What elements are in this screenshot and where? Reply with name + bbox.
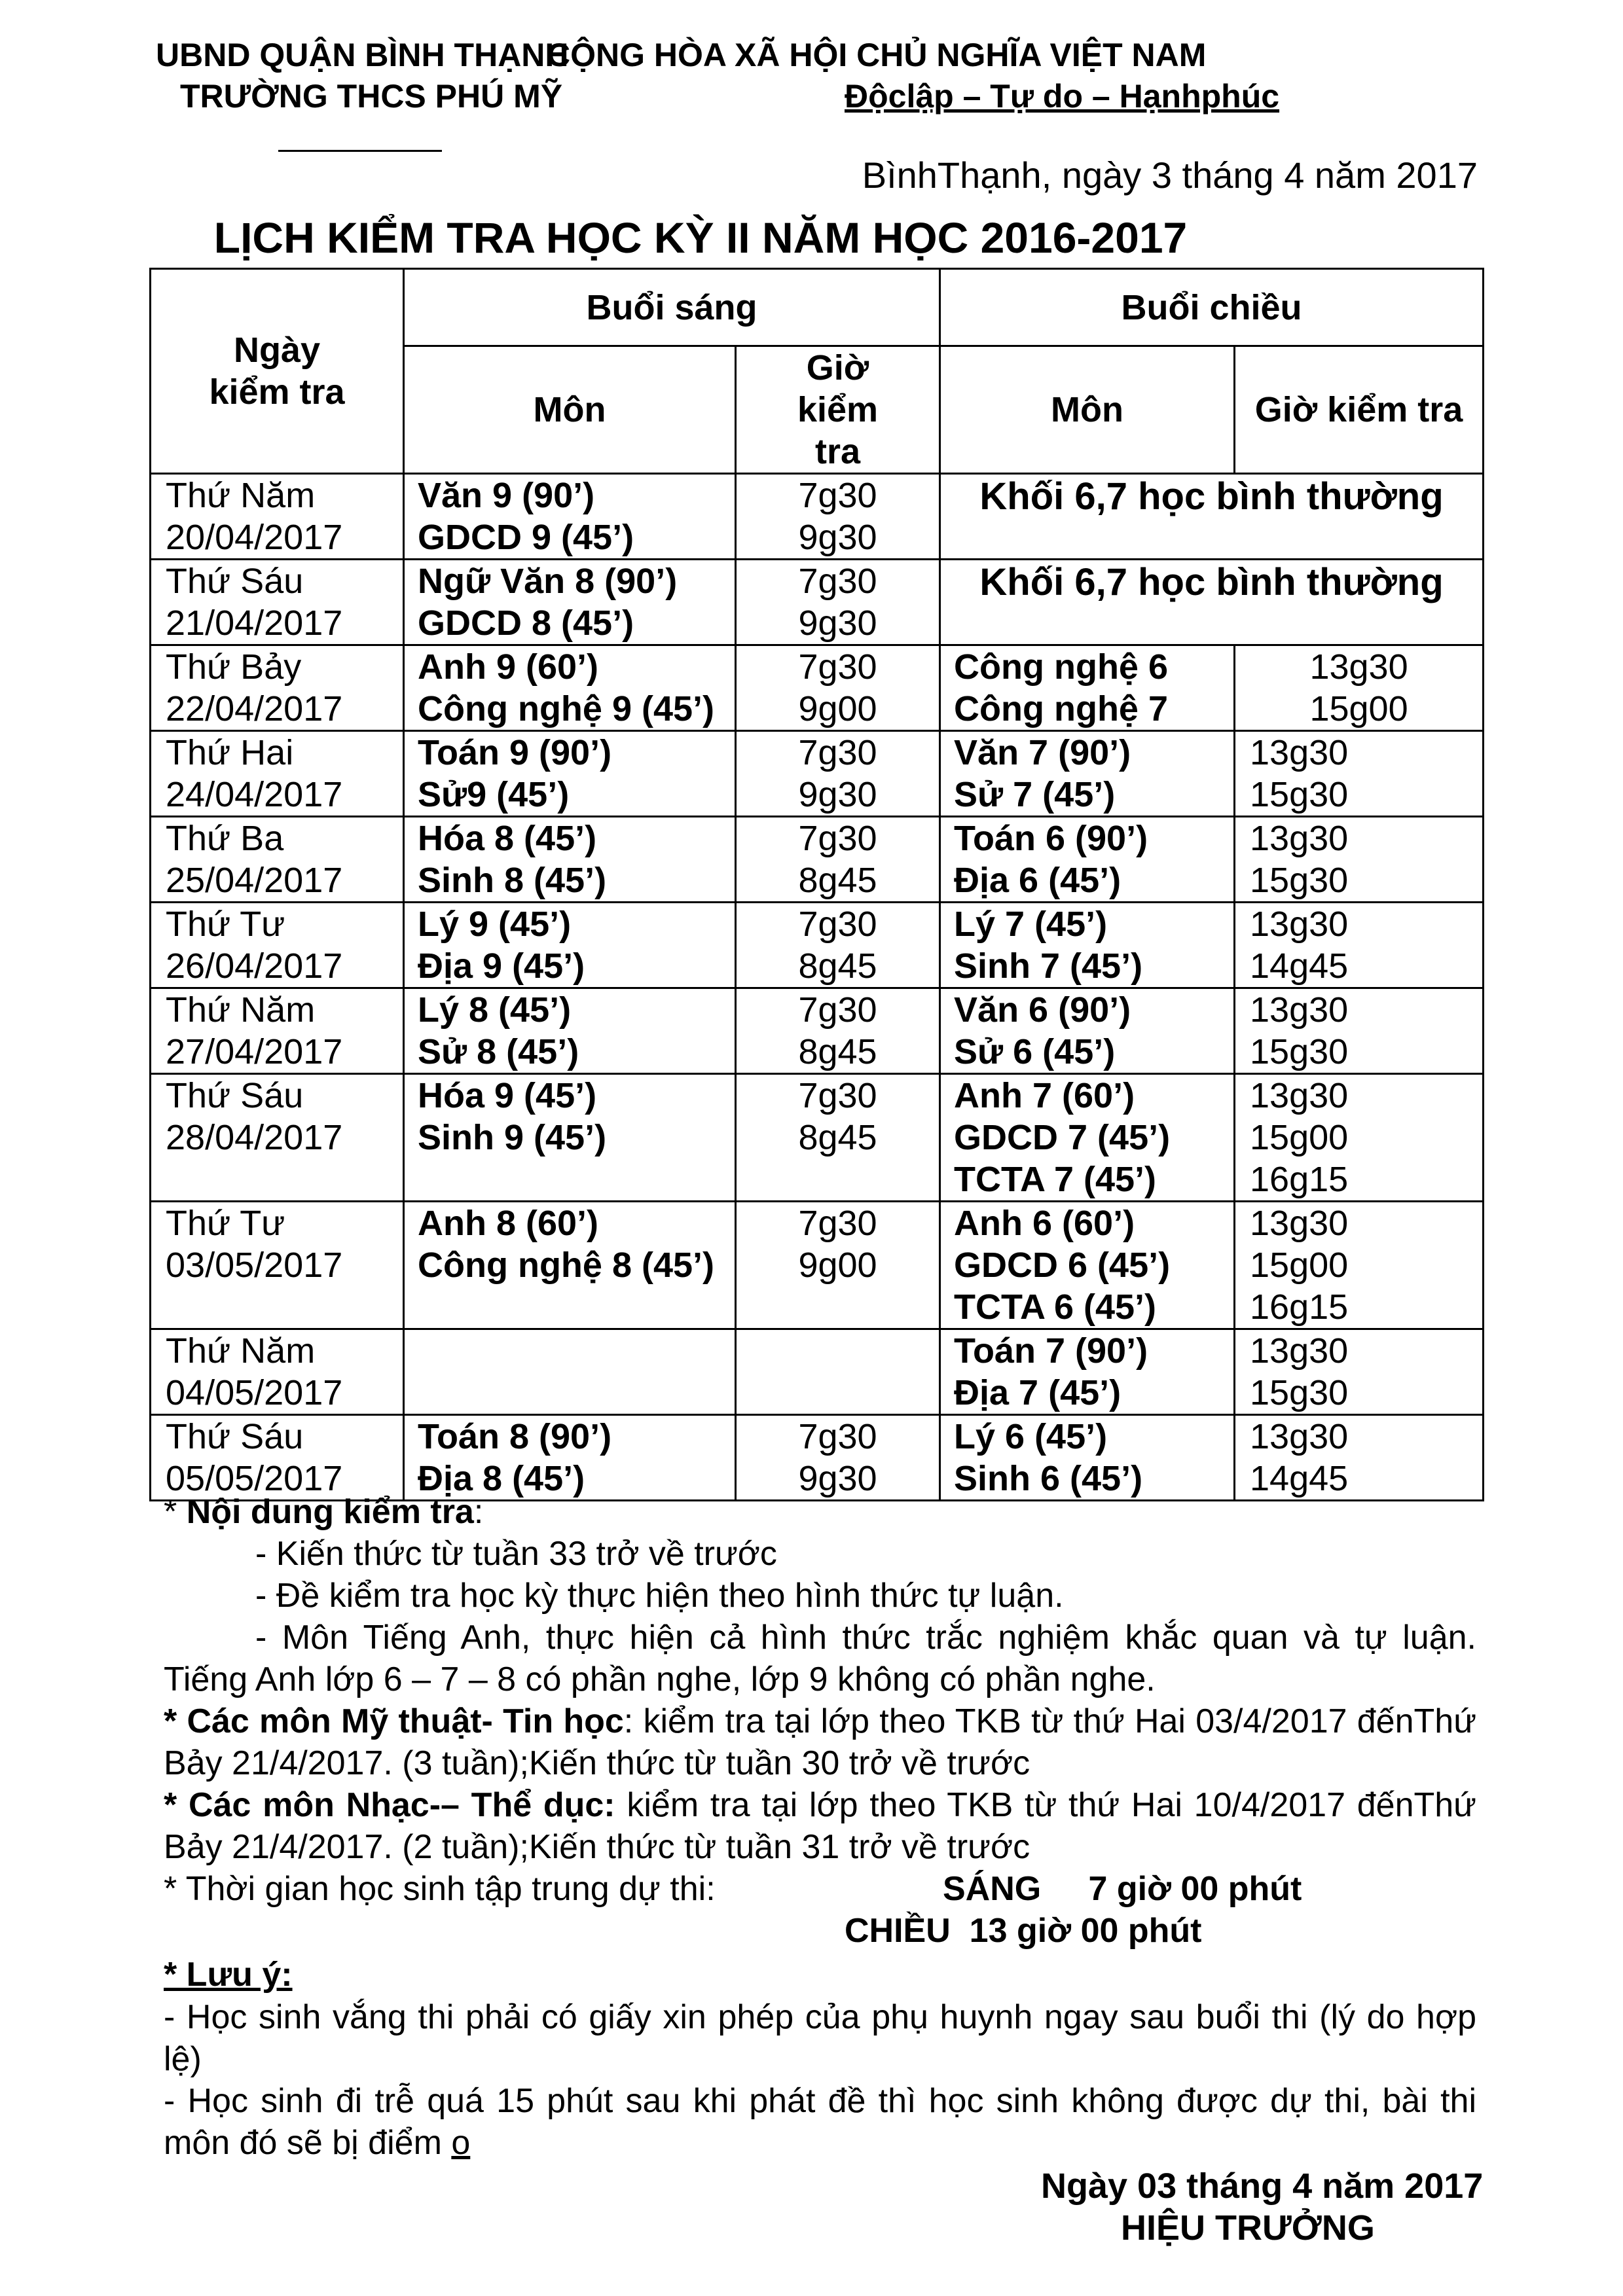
schedule-row [151,1329,1484,1415]
exam-day [151,645,404,731]
morning-time [736,988,940,1074]
afternoon-time [1235,645,1484,731]
exam-day [151,1202,404,1329]
morning-subject-line: Địa 9 (45’) [418,946,585,986]
morning-subject-line: Sử9 (45’) [418,775,570,814]
afternoon-time-line: 15g30 [1250,1373,1349,1412]
afternoon-subject-line: Sinh 6 (45’) [954,1459,1143,1498]
afternoon-subject [940,988,1235,1074]
morning-subject [404,1074,736,1202]
afternoon-time [1235,1202,1484,1329]
morning-subject [404,731,736,817]
afternoon-time-line: 16g15 [1250,1160,1349,1199]
header-afternoon-subject: Môn [940,346,1235,474]
schedule-row [151,731,1484,817]
content-item-3: - Môn Tiếng Anh, thực hiện cả hình thức trắc nghiệm khắc quan và tự luận. Tiếng Anh lớp 6 – 7 – 8 có phần nghe, lớp 9 không có phần nghe. [164,1619,1476,1698]
header-morning: Buổi sáng [404,269,940,346]
afternoon-note: Khối 6,7 học bình thường [940,474,1484,560]
schedule-row [151,560,1484,645]
morning-subject-line: Toán 9 (90’) [418,733,612,772]
morning-time-line: 9g30 [798,518,877,557]
music-pe-note: * Các môn Nhạc-– Thể dục: kiểm tra tại lớp theo TKB từ thứ Hai 10/4/2017 đếnThứ Bảy 21/4/2017. (2 tuần);Kiến thức từ tuần 31 trở về trước [164,1786,1476,1866]
morning-time [736,1415,940,1501]
exam-day [151,474,404,560]
header-day: Ngày kiểm tra [151,269,404,474]
morning-subject-line: Ngữ Văn 8 (90’) [418,562,678,601]
morning-time-line: 7g30 [798,819,877,858]
afternoon-subject-line: Anh 7 (60’) [954,1076,1135,1115]
afternoon-time-line: 15g30 [1250,1032,1349,1071]
exam-day-line: Thứ Sáu [166,1417,304,1456]
morning-time-line: 7g30 [798,1204,877,1243]
morning-subject-line: Hóa 8 (45’) [418,819,597,858]
warning-item-1: - Học sinh vắng thi phải có giấy xin phép của phụ huynh ngay sau buổi thi (lý do hợp lệ) [164,1998,1476,2078]
exam-day-line: Thứ Ba [166,819,284,858]
exam-day-line: Thứ Sáu [166,1076,304,1115]
exam-day-line: 05/05/2017 [166,1459,343,1498]
afternoon-subject [940,1329,1235,1415]
morning-subject-line: GDCD 9 (45’) [418,518,634,557]
afternoon-subject-line: GDCD 6 (45’) [954,1246,1171,1285]
warning-heading: * Lưu ý: [164,1956,293,1994]
afternoon-subject-line: Anh 6 (60’) [954,1204,1135,1243]
afternoon-time-line: 13g30 [1250,1204,1349,1243]
afternoon-subject-line: Sử 6 (45’) [954,1032,1116,1071]
afternoon-time [1235,1415,1484,1501]
morning-time-line: 8g45 [798,946,877,986]
afternoon-gather-time: CHIỀU 13 giờ 00 phút [845,1912,1202,1950]
afternoon-time-line: 16g15 [1250,1287,1349,1327]
afternoon-subject [940,903,1235,988]
morning-subject-line: Địa 8 (45’) [418,1459,585,1498]
morning-time-line: 7g30 [798,1417,877,1456]
morning-time [736,817,940,903]
morning-time-line: 7g30 [798,476,877,515]
morning-time [736,1074,940,1202]
exam-day-line: Thứ Bảy [166,647,302,687]
afternoon-subject-line: Lý 6 (45’) [954,1417,1108,1456]
afternoon-time [1235,731,1484,817]
morning-subject [404,1415,736,1501]
afternoon-subject-line: Công nghệ 6 [954,647,1168,687]
morning-time [736,903,940,988]
morning-subject [404,560,736,645]
afternoon-subject [940,1074,1235,1202]
exam-day-line: 26/04/2017 [166,946,343,986]
afternoon-subject-line: Công nghệ 7 [954,689,1168,728]
morning-time [736,645,940,731]
exam-day-line: Thứ Hai [166,733,294,772]
exam-schedule-table [149,268,1484,1501]
morning-time-line: 9g00 [798,1246,877,1285]
document-title: LỊCH KIỂM TRA HỌC KỲ II NĂM HỌC 2016-2017 [213,213,1188,262]
afternoon-subject-line: Địa 7 (45’) [954,1373,1122,1412]
exam-day [151,1074,404,1202]
exam-day [151,988,404,1074]
afternoon-subject-line: TCTA 7 (45’) [954,1160,1157,1199]
afternoon-time [1235,988,1484,1074]
schedule-row [151,988,1484,1074]
exam-day [151,560,404,645]
exam-day [151,817,404,903]
schedule-row [151,903,1484,988]
schedule-row [151,645,1484,731]
afternoon-time-line: 13g30 [1309,647,1408,687]
afternoon-subject [940,731,1235,817]
schedule-row [151,1074,1484,1202]
afternoon-time-line: 13g30 [1250,1417,1349,1456]
afternoon-time-line: 14g45 [1250,1459,1349,1498]
exam-day-line: Thứ Tư [166,905,285,944]
morning-subject-line: Sinh 9 (45’) [418,1118,607,1157]
morning-time-line: 7g30 [798,1076,877,1115]
morning-time-line: 7g30 [798,562,877,601]
exam-day [151,731,404,817]
motto: Độclập – Tự do – Hạnhphúc [845,78,1280,115]
morning-subject-line: Lý 9 (45’) [418,905,572,944]
exam-day-line: Thứ Năm [166,476,316,515]
morning-subject-line: Anh 8 (60’) [418,1204,599,1243]
header-afternoon-time: Giờ kiểm tra [1235,346,1484,474]
school-name: TRƯỜNG THCS PHÚ MỸ [180,78,563,115]
afternoon-time-line: 15g30 [1250,775,1349,814]
morning-gather-time: SÁNG 7 giờ 00 phút [943,1870,1302,1908]
afternoon-time [1235,903,1484,988]
schedule-row [151,817,1484,903]
exam-day-line: 22/04/2017 [166,689,343,728]
morning-subject-line: Công nghệ 8 (45’) [418,1246,715,1285]
header-afternoon: Buổi chiều [940,269,1484,346]
morning-subject-line: Lý 8 (45’) [418,990,572,1030]
morning-time-line: 7g30 [798,733,877,772]
art-it-note: * Các môn Mỹ thuật- Tin học: kiểm tra tại lớp theo TKB từ thứ Hai 03/4/2017 đếnThứ Bảy 21/4/2017. (3 tuần);Kiến thức từ tuần 30 trở về trước [164,1702,1476,1782]
afternoon-time [1235,1329,1484,1415]
afternoon-subject [940,817,1235,903]
exam-day [151,1329,404,1415]
morning-time [736,1202,940,1329]
afternoon-subject-line: Văn 7 (90’) [954,733,1131,772]
morning-subject [404,645,736,731]
afternoon-time-line: 13g30 [1250,1076,1349,1115]
morning-subject-line: Anh 9 (60’) [418,647,599,687]
morning-time-line: 8g45 [798,1032,877,1071]
morning-subject-line: GDCD 8 (45’) [418,603,634,643]
header-morning-time: Giờ kiểm tra [736,346,940,474]
morning-time [736,560,940,645]
afternoon-time-line: 13g30 [1250,1331,1349,1371]
principal-title: HIỆU TRƯỞNG [1121,2208,1375,2248]
afternoon-time-line: 13g30 [1250,819,1349,858]
afternoon-subject-line: Lý 7 (45’) [954,905,1108,944]
exam-day-line: 24/04/2017 [166,775,343,814]
afternoon-time-line: 15g00 [1250,1118,1349,1157]
morning-time [736,731,940,817]
header-rule [278,150,442,152]
header-morning-subject: Môn [404,346,736,474]
warning-item-2: - Học sinh đi trễ quá 15 phút sau khi phát đề thì học sinh không được dự thi, bài thi môn đó sẽ bị điểm o [164,2082,1476,2162]
afternoon-time-line: 13g30 [1250,905,1349,944]
morning-time-line: 7g30 [798,990,877,1030]
place-date: BìnhThạnh, ngày 3 tháng 4 năm 2017 [862,154,1478,196]
morning-subject [404,1329,736,1415]
exam-day-line: 27/04/2017 [166,1032,343,1071]
exam-day [151,1415,404,1501]
morning-subject-line: Văn 9 (90’) [418,476,595,515]
afternoon-subject-line: Toán 7 (90’) [954,1331,1148,1371]
morning-time [736,1329,940,1415]
morning-subject-line: Toán 8 (90’) [418,1417,612,1456]
afternoon-subject-line: GDCD 7 (45’) [954,1118,1171,1157]
content-item-1: - Kiến thức từ tuần 33 trở về trước [255,1535,777,1573]
country-name: CỘNG HÒA XÃ HỘI CHỦ NGHĨA VIỆT NAM [547,37,1207,73]
exam-day-line: Thứ Sáu [166,562,304,601]
morning-time-line: 8g45 [798,1118,877,1157]
exam-day-line: 25/04/2017 [166,861,343,900]
afternoon-note: Khối 6,7 học bình thường [940,560,1484,645]
morning-subject [404,988,736,1074]
exam-day-line: 28/04/2017 [166,1118,343,1157]
afternoon-time-line: 13g30 [1250,990,1349,1030]
exam-day [151,903,404,988]
afternoon-subject-line: Toán 6 (90’) [954,819,1148,858]
afternoon-subject-line: Địa 6 (45’) [954,861,1122,900]
afternoon-subject-line: Sử 7 (45’) [954,775,1116,814]
afternoon-time-line: 13g30 [1250,733,1349,772]
morning-time-line: 9g30 [798,1459,877,1498]
exam-day-line: Thứ Năm [166,1331,316,1371]
afternoon-subject-line: TCTA 6 (45’) [954,1287,1157,1327]
schedule-row [151,1415,1484,1501]
afternoon-subject [940,1415,1235,1501]
exam-day-line: 04/05/2017 [166,1373,343,1412]
exam-day-line: Thứ Năm [166,990,316,1030]
morning-time-line: 9g30 [798,603,877,643]
afternoon-subject [940,645,1235,731]
morning-time-line: 7g30 [798,905,877,944]
afternoon-subject-line: Văn 6 (90’) [954,990,1131,1030]
schedule-row [151,474,1484,560]
schedule-row [151,1202,1484,1329]
gather-time-label: * Thời gian học sinh tập trung dự thi: [164,1870,716,1908]
content-item-2: - Đề kiểm tra học kỳ thực hiện theo hình thức tự luận. [255,1577,1064,1615]
morning-time-line: 7g30 [798,647,877,687]
morning-subject [404,474,736,560]
morning-time [736,474,940,560]
morning-time-line: 8g45 [798,861,877,900]
morning-subject-line: Sử 8 (45’) [418,1032,579,1071]
afternoon-time-line: 15g00 [1250,1246,1349,1285]
afternoon-time-line: 14g45 [1250,946,1349,986]
sign-date: Ngày 03 tháng 4 năm 2017 [1041,2166,1484,2206]
exam-day-line: Thứ Tư [166,1204,285,1243]
morning-subject [404,817,736,903]
content-heading: * Nội dung kiểm tra: [164,1493,484,1531]
afternoon-time-line: 15g30 [1250,861,1349,900]
morning-subject [404,1202,736,1329]
morning-subject-line: Công nghệ 9 (45’) [418,689,715,728]
exam-day-line: 21/04/2017 [166,603,343,643]
afternoon-time [1235,1074,1484,1202]
afternoon-time [1235,817,1484,903]
morning-time-line: 9g00 [798,689,877,728]
afternoon-time-line: 15g00 [1309,689,1408,728]
exam-day-line: 03/05/2017 [166,1246,343,1285]
morning-subject [404,903,736,988]
afternoon-subject [940,1202,1235,1329]
morning-time-line: 9g30 [798,775,877,814]
afternoon-subject-line: Sinh 7 (45’) [954,946,1143,986]
morning-subject-line: Hóa 9 (45’) [418,1076,597,1115]
org-name: UBND QUẬN BÌNH THẠNH [156,37,569,73]
morning-subject-line: Sinh 8 (45’) [418,861,607,900]
exam-day-line: 20/04/2017 [166,518,343,557]
